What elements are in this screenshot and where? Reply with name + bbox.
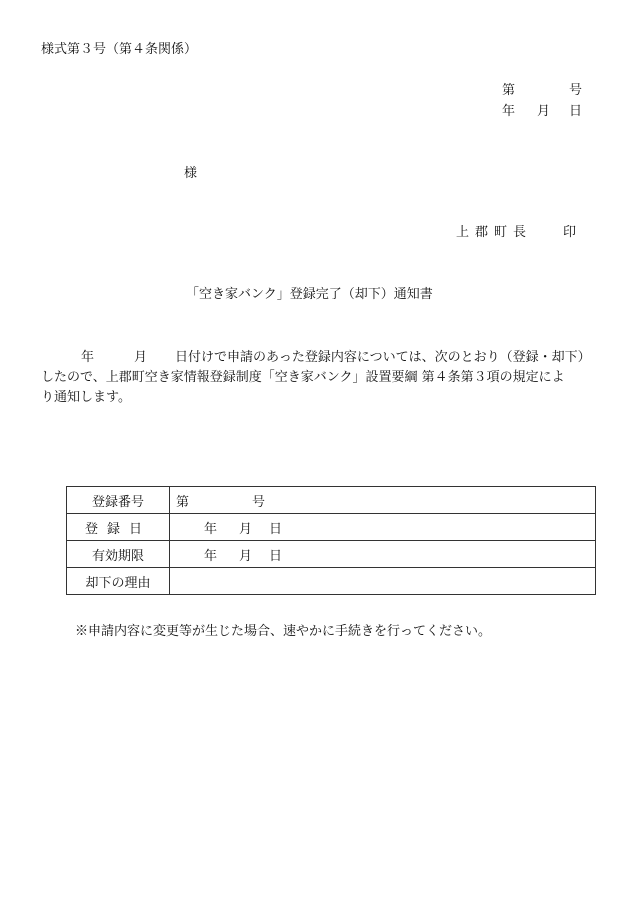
- expiry-date-day: 日: [269, 548, 283, 564]
- registration-table: [66, 486, 596, 595]
- body-month: 月: [134, 350, 148, 365]
- registration-number-suffix: 号: [252, 494, 266, 510]
- label-expiry-date: 有効期限: [67, 541, 170, 568]
- registration-date-day: 日: [269, 521, 283, 537]
- body-line-2: したので、上郡町空き家情報登録制度「空き家バンク」設置要綱 第４条第３項の規定によ: [41, 370, 565, 385]
- body-line-3: り通知します。: [41, 390, 131, 405]
- body-paragraph: [41, 348, 593, 408]
- expiry-date-year: 年: [204, 548, 218, 564]
- document-number-prefix: 第: [502, 83, 516, 98]
- issue-date-year: 年: [502, 104, 516, 119]
- body-year: 年: [81, 350, 95, 365]
- value-registration-number: [170, 487, 596, 514]
- table-row: [67, 568, 596, 595]
- expiry-date-month: 月: [239, 548, 253, 564]
- body-line-1-text: 日付けで申請のあった登録内容については、次のとおり（登録・却下）: [175, 350, 591, 365]
- body-line-1: [41, 348, 593, 368]
- document-number-suffix: 号: [569, 83, 583, 98]
- value-rejection-reason: [170, 568, 596, 595]
- issue-date-month: 月: [537, 104, 551, 119]
- label-rejection-reason: 却下の理由: [67, 568, 170, 595]
- registration-date-year: 年: [204, 521, 218, 537]
- issue-date-day: 日: [569, 104, 583, 119]
- footnote: ※申請内容に変更等が生じた場合、速やかに手続きを行ってください。: [75, 624, 492, 639]
- table-row: [67, 514, 596, 541]
- registration-date-month: 月: [239, 521, 253, 537]
- issuer-name: 上郡町長: [456, 225, 533, 240]
- table-row: [67, 487, 596, 514]
- value-registration-date: [170, 514, 596, 541]
- addressee-honorific: 様: [184, 166, 198, 181]
- value-expiry-date: [170, 541, 596, 568]
- label-registration-number: 登録番号: [67, 487, 170, 514]
- document-title: 「空き家バンク」登録完了（却下）通知書: [186, 287, 433, 302]
- form-number: 様式第３号（第４条関係）: [41, 42, 198, 57]
- seal-mark: 印: [563, 225, 577, 240]
- label-registration-date: 登録日: [67, 514, 170, 541]
- registration-number-prefix: 第: [176, 494, 190, 510]
- table-row: [67, 541, 596, 568]
